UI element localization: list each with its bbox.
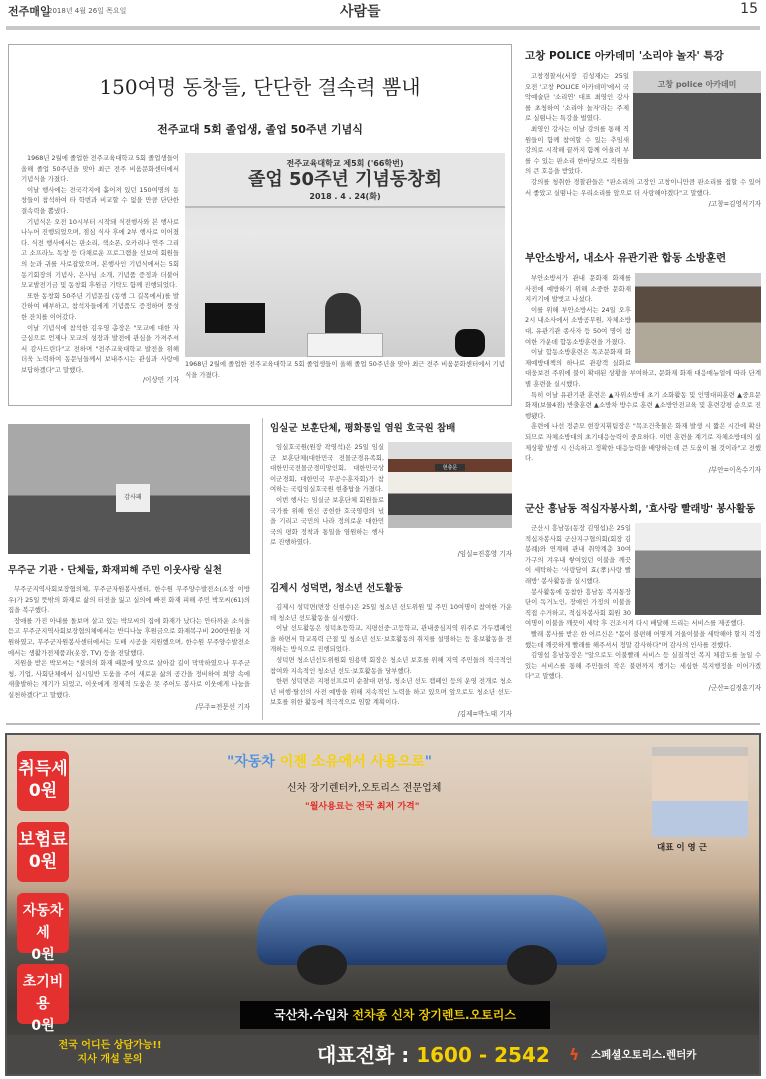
piano: [205, 303, 265, 333]
laundry-service-photo: [635, 523, 761, 615]
badge-insurance: 보험료 0원: [17, 822, 69, 882]
event-banner: [185, 153, 505, 208]
fire-drill-photo: [635, 273, 761, 363]
paragraph: 봉사활동에 동참한 흥남동 복지통장단이 독거노인, 장애인 가정의 이불을 직접 수거하고, 적십자봉사회 회원 30여명이 이불을 깨끗이 세탁 후 건조시켜 다시 배달해 드리는 서비스를 제공했다.: [525, 587, 745, 628]
article-title: 군산 흥남동 적십자봉사회, '효사랑 빨래방' 봉사활동: [525, 504, 756, 515]
article-body: [270, 602, 512, 708]
banner-top: 전주교육대학교 제5회 ('66학번): [286, 159, 404, 168]
badge-initial-cost: 초기비용 0원: [17, 964, 69, 1024]
paragraph: 한편 성덕면은 지평선프로미 순찰대 편성, 청소년 선도 캠페인 등의 운영 전개로 청소년 비행·탈선의 사전 예방을 위해 지속적인 노력을 하고 있으며 앞으로도 청소년 선도·보호를 위한 활동에 적극적으로 임할 계획이다.: [270, 677, 512, 707]
section-title: 사람들: [340, 4, 381, 20]
main-article: [8, 44, 512, 406]
podium: [307, 333, 383, 357]
banner-main: 졸업 50주년 기념동창회: [247, 169, 443, 190]
paragraph: 기념식은 오전 10시부터 시작돼 식전행사와 본 행사로 나누어 진행되었으며, 점심 식사 후에 2부 행사로 이어졌다. 식전 행사에서는 판소리, 색소폰, 오카리나 연주 그리고 소프라노 독창 등 다채로운 프로그램을 선보여 회원들의 눈과 귀를 사로잡았으며, 본행사인 기념식에서는 5회동기회장의 기념사, 은사님 소개, 기념품 증정과 더불어 모교발전기금 및 동창회 후원금 기탁도 함께 진행되었다.: [21, 217, 179, 290]
column-divider: [262, 418, 263, 720]
banner-date: 2018 . 4 . 24(화): [309, 192, 381, 201]
police-academy-photo: [633, 71, 761, 159]
byline: /이상민 기자: [142, 376, 179, 385]
car-lease-advertisement[interactable]: [5, 733, 761, 1076]
article-muju: [8, 562, 250, 711]
article-gunsan: [525, 500, 761, 692]
paragraph: 이날 기념식에 참석한 김우영 총장은 "모교에 대한 자긍심으로 언제나 모교의 성장과 발전에 관심을 가져주셔서 감사드린다"고 전하며 "전주교육대학교 발전을 위해 더욱 노력하여 동문님들께서 보내주시는 관심과 사랑에 보답하겠다"고 말했다.: [21, 323, 179, 374]
page-number: 15: [740, 1, 758, 17]
byline: /무주=전문선 기자: [195, 702, 250, 711]
main-headline: 150여명 동창들, 단단한 결속력 뽐내: [99, 75, 421, 99]
issue-date: 2018년 4월 26일 목요일: [48, 7, 127, 15]
paragraph: 지원을 받은 박모씨는 "불의의 화재 때문에 앞으로 살아갈 길이 막막하였으나 무주군청, 기업, 사회단체에서 십시일반 도움을 주어 새로운 삶의 공간을 정비하여 희망 속에 새출발하는 계기가 되었고, 이웃에게 경제적 도움은 못 주어도 봉사로 이웃에게 나눔을 실천하겠다"고 말했다.: [8, 659, 250, 699]
ad-strip: 국산차.수입차 전차종 신차 장기렌트.오토리스: [240, 1001, 550, 1029]
paragraph: 고창경찰서(서장 김성재)는 25일 오전 '고창 POLICE 아카데미'에서 국악예술단 '소리연' 대표 최영인 강사를 초청하여 '소리야 놀자'라는 주제로 실떰나는 특강을 벌였다.: [525, 72, 629, 123]
photo-sign: 현충문: [435, 464, 465, 471]
byline: /군산=김정훈기자: [708, 683, 761, 692]
ceremony-photo: [185, 153, 505, 357]
muju-group-photo: [8, 424, 250, 554]
ceo-portrait: [652, 747, 748, 837]
byline: /고창=김영식기자: [708, 200, 761, 209]
photo-caption: 1968년 2월에 졸업한 전주교육대학교 5회 졸업생들이 올해 졸업 50주년을 맞아 최근 전주 비움문화센터에서 기념식을 가졌다.: [185, 360, 505, 379]
article-gochang: [525, 48, 761, 208]
paragraph: 이번 행사는 임실군 보훈단체 회원들로 국가를 위해 헌신 공헌한 호국영령의 넋을 기리고 국민의 나라 정의로운 대한민국의 평화 정착과 통일을 염원하는 행사로 진행하였다.: [270, 495, 384, 547]
badge-car-tax: 자동차세 0원: [17, 893, 69, 953]
paragraph: 또한 동창회 50주년 기념문집 (동행 그 길목에서)를 발간하여 배부하고, 참석자들에게 기념품도 증정하며 풍성한 잔치를 이어갔다.: [21, 291, 179, 321]
article-title: 부안소방서, 내소사 유관기관 합동 소방훈련: [525, 252, 727, 264]
section-divider: [6, 723, 760, 725]
badge-acquisition-tax: 취득세 0원: [17, 751, 69, 811]
article-title: 임실군 보훈단체, 평화통일 염원 호국원 참배: [270, 423, 456, 434]
ad-tagline: 신차 장기렌터카,오토리스 전문업체: [287, 783, 442, 794]
camera: [455, 329, 485, 357]
article-title: 김제시 성덕면, 청소년 선도활동: [270, 583, 403, 594]
byline: /김제=박노태 기자: [457, 709, 512, 718]
consult-text: 전국 어디든 상담가능!! 지사 개설 문의: [58, 1040, 162, 1065]
phone-number[interactable]: 대표전화 : 1600 - 2542: [317, 1043, 550, 1067]
paragraph: 임실호국원(원장 곽영석)은 25일 임실군 보훈단체(대한민국 전몰군경유족회, 대한민국전몰군경미망인회, 대한민국상이군경회, 대한민국 무공수훈자회)가 참여하는 국립임실호국원 현충탑을 가졌다.: [270, 443, 384, 494]
article-imsil: [270, 420, 512, 558]
article-body: [8, 584, 250, 701]
main-body: [21, 153, 179, 386]
byline: /임실=진홍영 기자: [457, 549, 512, 558]
memorial-photo: [388, 442, 512, 528]
photo-sign: 고창 police 아카데미: [657, 80, 737, 89]
company-name: 스페셜오토리스.렌터카: [591, 1049, 697, 1061]
ad-price-claim: "월사용료는 전국 최저 가격": [305, 802, 420, 812]
certificate-plaque: 감사패: [116, 484, 150, 512]
paragraph: 이날 선도활동은 성덕초등학교, 지평선중·고등학교, 관내중심지역 위주로 가두캠페인을 하면서 학교폭력 근절 및 청소년 선도·보호활동의 취지를 설명하는 등 홍보활동을 전개하는 방식으로 진행되었다.: [270, 624, 512, 654]
paragraph: 최영인 강사는 이날 강의를 통해 직원들이 함께 참여할 수 있는 추임새 강의로 시작해 끝까지 함께 어울려 부를 수 있는 판소리 한마당으로 직원들의 큰 호응을 받았다.: [525, 124, 629, 176]
article-title: 무주군 기관 · 단체들, 화재피해 주민 이웃사랑 실천: [8, 565, 222, 576]
paragraph: 부안소방서가 관내 문화재 화재를 사전에 예방하기 위해 소중한 문화재 지키기에 발벗고 나섰다.: [525, 274, 631, 304]
newspaper-logo: 전주매일: [8, 5, 51, 18]
byline: /부안=이옥수기자: [708, 465, 761, 474]
paragraph: 1968년 2월에 졸업한 전주교육대학교 5회 졸업생들이 올해 졸업 50주년을 맞아 최근 전주 비움문화센터에서 기념식을 가졌다.: [21, 154, 179, 184]
paragraph: 성덕면 청소년선도위원회 임용택 회장은 청소년 보호를 위해 지역 주민들의 적극적인 참여와 지속적인 청소년 선도·보호활동을 당부했다.: [270, 655, 512, 675]
article-title: 고창 POLICE 아카데미 '소리야 놀자' 특강: [525, 50, 724, 62]
ceo-name: 대표 이 영 근: [657, 843, 707, 853]
paragraph: 강의를 청취한 경찰관들은 "판소리의 고장인 고창이니만큼 판소리를 접할 수 있어서 좋았고 실떰나는 우리소리를 앞으로 더 사랑해야겠다"고 말했다.: [525, 177, 761, 197]
paragraph: 장애를 가진 아내를 돌보며 살고 있는 박모씨의 집에 화재가 났다는 안타까운 소식을 듣고 무주군지역사회보장협의체에서는 반디나눔 후원금으로 화재복구비 200만원을 지원하였고, 무주군자원봉사센터에서는 도배 시공을 지원했으며, 한수원 무주양수발전소에서는 생활가전제품과(옷장, TV) 등을 전달했다.: [8, 616, 250, 657]
paragraph: 김제시 성덕면(면장 신현수)은 25일 청소년 선도위원 및 주민 10여명이 참여한 가운데 청소년 선도활동을 실시했다.: [270, 603, 512, 622]
paragraph: 이날 합동소방훈련은 목조문화재 화재예방대책의 하나로 관광객 실화로 대웅보전 주위에 불이 확대된 상황을 부여하고, 문화재 화재 대응매뉴얼에 따라 단계별 훈련을 실시했다.: [525, 348, 761, 388]
article-buan: [525, 250, 761, 474]
main-subheadline: 전주교대 5회 졸업생, 졸업 50주년 기념식: [157, 123, 363, 136]
paragraph: 김영섭 흥남동장은 "앞으로도 이불빨래 서비스 등 실질적인 복지 체감도를 높일 수 있는 서비스를 통해 주민들의 작은 불편까지 챙기는 세심한 복지행정을 이어가겠다"고 말했다.: [525, 651, 761, 681]
paragraph: 무주군지역사회보장협의체, 무주군자원봉사센터, 한수원 무주양수발전소(소장 이방우)가 25일 뜻밖의 화재로 삶의 터전을 잃고 실의에 빠진 화재 피해 주민 박모씨(61)의 집을 복구했다.: [8, 585, 250, 615]
paragraph: 이날 행사에는 전국각지에 흩어져 있던 150여명의 동창들이 참석하여 타 학번과 비교할 수 없을 만큼 단단한 결속력을 뽐냈다.: [21, 185, 179, 215]
paragraph: 이를 위해 부안소방서는 24일 오후 2시 내소사에서 소방공무원, 자체소방대, 유관기관 종사자 등 50여 명이 참여한 가운데 합동소방훈련을 가졌다.: [525, 305, 631, 346]
paragraph: 군산시 흥남동(동장 김영섭)은 25일 적십자봉사회 군산지구협의회(회장 김봉례)와 연계해 관내 취약계층 30여 가구의 겨우내 쌓여있던 이불을 깨끗이 세탁하는 '사랑담이 효(孝)사랑 빨래방' 봉사활동을 실시했다.: [525, 524, 631, 585]
ad-slogan: "자동차 이젠 소유에서 사용으로": [227, 754, 433, 770]
lightning-logo-icon: ϟ: [569, 1045, 580, 1064]
car-image: [237, 865, 627, 985]
paragraph: 빨래 봉사를 받은 한 어르신은 "몸이 불편해 어떻게 겨울이불을 세탁해야 할지 걱정했는데 깨끗하게 빨래를 해주셔서 정말 감사하다"며 감사의 인사를 전했다.: [525, 629, 761, 649]
paragraph: 특히 이날 유관기관 훈련은 ▲자위소방대 초기 소화활동 및 인명대피훈련 ▲중요문화재(보물4점) 반출훈련 ▲소방차 방수로 훈련 ▲소방안전교육 및 훈련강평 순으로 진행됐다.: [525, 390, 761, 420]
article-gimje: [270, 580, 512, 718]
header-divider: [6, 26, 760, 30]
paragraph: 훈련에 나선 정준모 현장지휘팀장은 "목조건축물은 화재 발생 시 짧은 시간에 확산되므로 자체소방대의 초기대응능력이 중요하다. 이번 훈련을 계기로 자체소방대의 실제상황 발생 시 신속하고 정확한 대응능력을 배양하는데 큰 도움이 될 것이라"고 전했다.: [525, 422, 761, 463]
